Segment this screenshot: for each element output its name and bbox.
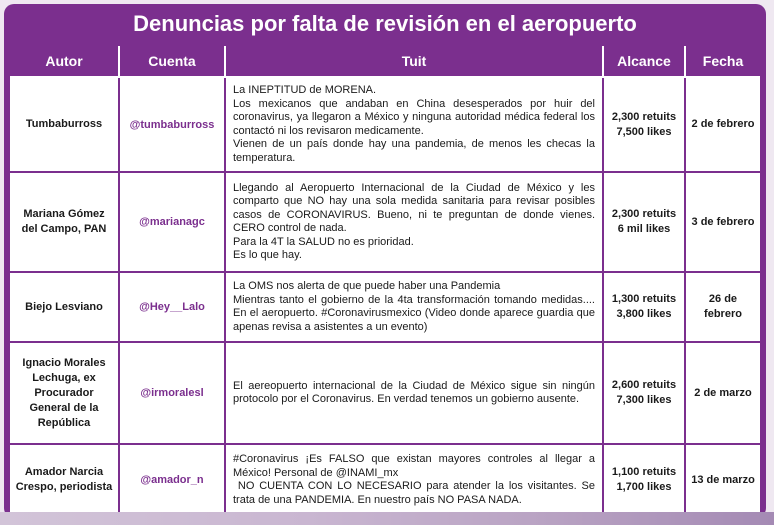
cell-fecha: 13 de marzo (686, 445, 760, 517)
cell-fecha: 3 de febrero (686, 173, 760, 273)
cell-alcance (604, 273, 686, 343)
cell-tuit (226, 78, 604, 173)
cell-cuenta[interactable]: @tumbaburross (120, 78, 226, 173)
cell-cuenta[interactable]: @amador_n (120, 445, 226, 517)
cell-fecha: 2 de febrero (686, 78, 760, 173)
page-title: Denuncias por falta de revisión en el aeropuerto (133, 11, 637, 36)
cell-autor: Ignacio Morales Lechuga, ex Procurador General de la República (10, 343, 120, 445)
retuits-count: 2,600 retuits (611, 379, 677, 391)
table-row (10, 343, 760, 445)
retuits-count: 2,300 retuits (611, 208, 677, 220)
likes-count: 6 mil likes (617, 223, 671, 235)
tuit-paragraph: Los mexicanos que andaban en China desesperados por huir del coronavirus, ya llegaron a México y ninguna autoridad médica federal los contactó ni los revisaron medicamente. (233, 97, 599, 137)
cell-autor: Biejo Lesviano (10, 273, 120, 343)
cell-autor: Mariana Gómez del Campo, PAN (10, 173, 120, 273)
cell-alcance (604, 445, 686, 517)
table-row (10, 78, 760, 173)
cell-cuenta[interactable]: @Hey__Lalo (120, 273, 226, 343)
cell-fecha: 2 de marzo (686, 343, 760, 445)
cell-alcance (604, 78, 686, 173)
likes-count: 7,500 likes (616, 125, 672, 138)
tuit-paragraph: #Coronavirus ¡Es FALSO que existan mayores controles al llegar a México! Personal de @INAMI_mx (233, 453, 599, 479)
column-header-cuenta: Cuenta (120, 46, 226, 78)
cell-alcance (604, 343, 686, 445)
likes-count: 3,800 likes (616, 308, 672, 320)
tuit-paragraph: Es lo que hay. (233, 249, 302, 261)
tuit-paragraph: Vienen de un país donde hay una pandemia, de menos les checas la temperatura. (233, 138, 599, 164)
header-row (10, 46, 760, 78)
retuits-count: 2,300 retuits (611, 110, 677, 123)
tuit-paragraph: La INEPTITUD de MORENA. (233, 84, 377, 96)
likes-count: 1,700 likes (616, 481, 672, 493)
cell-tuit (226, 343, 604, 445)
cell-fecha: 26 de febrero (686, 273, 760, 343)
tuit-paragraph: Llegando al Aeropuerto Internacional de la Ciudad de México y les comparto que NO hay una sola medida sanitaria para revisar posibles casos de CORONAVIRUS. Bueno, ni te preguntan de donde vienes. CERO control de nada. (233, 181, 599, 234)
table-row (10, 273, 760, 343)
complaints-table (10, 46, 760, 517)
table-row (10, 173, 760, 273)
cell-cuenta[interactable]: @marianagc (120, 173, 226, 273)
tuit-paragraph: Para la 4T la SALUD no es prioridad. (233, 235, 414, 248)
retuits-count: 1,300 retuits (611, 293, 677, 305)
cell-cuenta[interactable]: @irmoralesl (120, 343, 226, 445)
cell-tuit (226, 173, 604, 273)
cell-tuit (226, 445, 604, 517)
background-strip (0, 512, 774, 525)
retuits-count: 1,100 retuits (611, 466, 677, 478)
table-row (10, 445, 760, 517)
tuit-paragraph: La OMS nos alerta de que puede haber una Pandemia (233, 280, 501, 292)
tuit-paragraph: Mientras tanto el gobierno de la 4ta transformación tomando medidas.... En el aeropuerto. #Coronavirusmexico (Video donde aparece guardia que apenas revisa a asistentes a un evento) (233, 293, 599, 333)
likes-count: 7,300 likes (616, 394, 672, 406)
tuit-paragraph: NO CUENTA CON LO NECESARIO para atender la los visitantes. Se trata de una PANDEMIA. En nuestro país NO PASA NADA. (233, 480, 599, 506)
cell-alcance (604, 173, 686, 273)
report-card (4, 4, 766, 518)
column-header-tuit: Tuit (226, 46, 604, 78)
cell-autor: Amador Narcia Crespo, periodista (10, 445, 120, 517)
cell-tuit (226, 273, 604, 343)
column-header-autor: Autor (10, 46, 120, 78)
column-header-alcance: Alcance (604, 46, 686, 78)
tuit-paragraph: El aereopuerto internacional de la Ciudad de México sigue sin ningún protocolo por el Coronavirus. En verdad tenemos un gobierno ausente. (233, 379, 599, 405)
cell-autor: Tumbaburross (10, 78, 120, 173)
column-header-fecha: Fecha (686, 46, 760, 78)
